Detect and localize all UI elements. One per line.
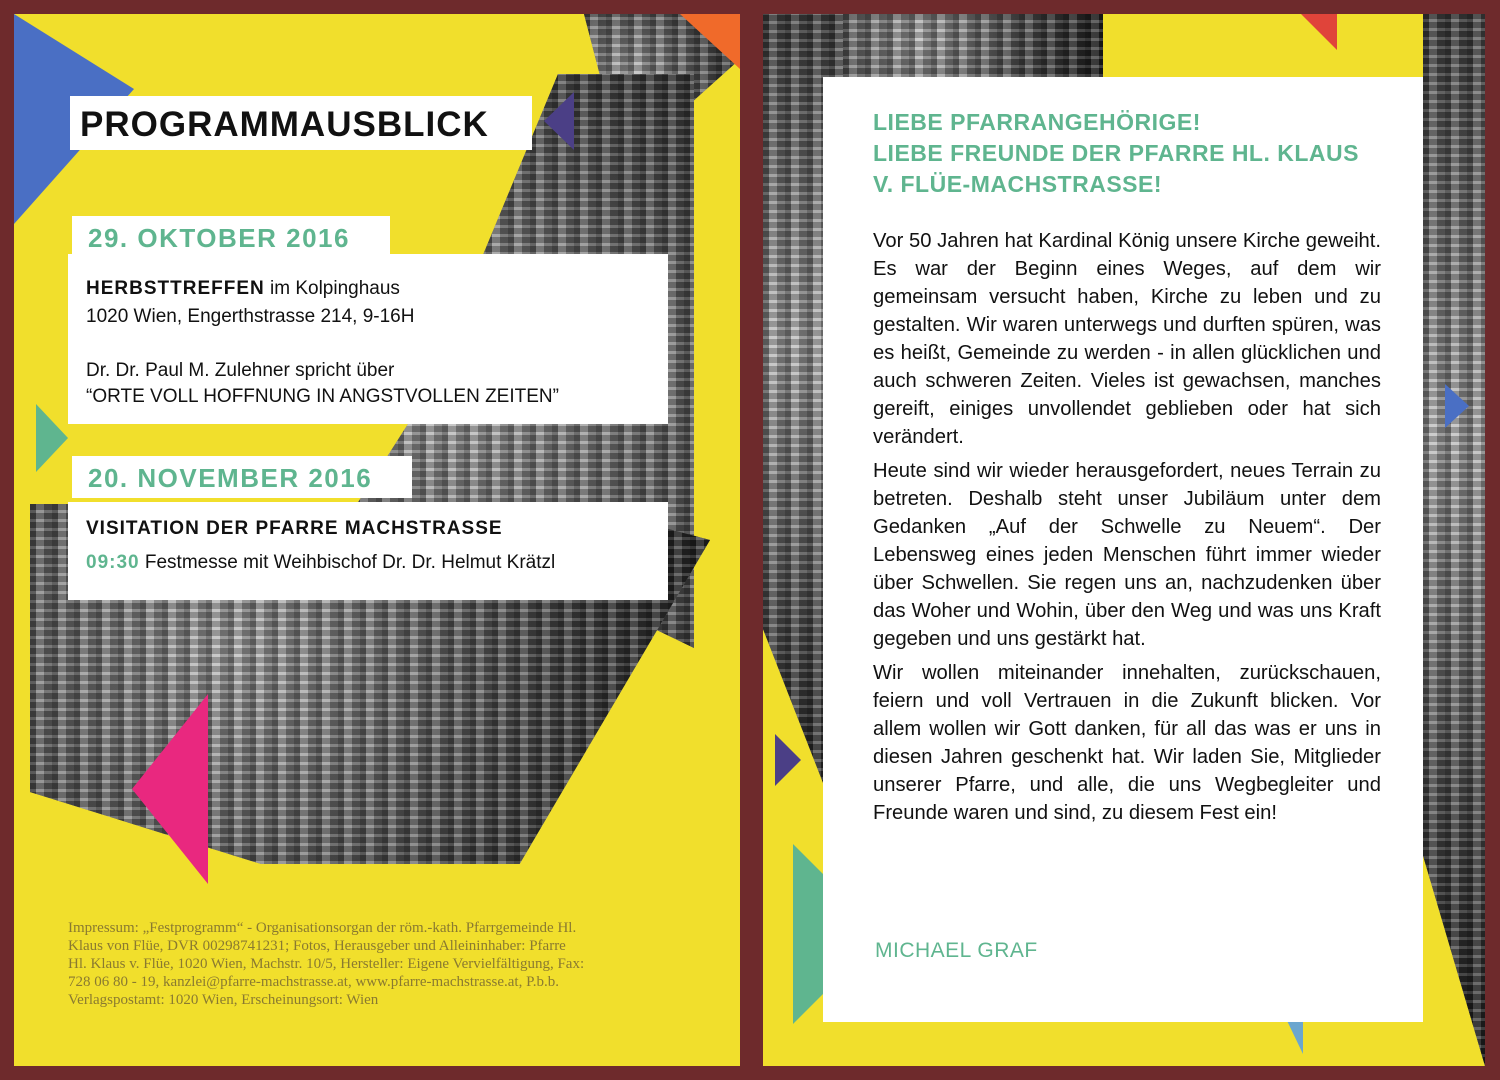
page-title: PROGRAMMAUSBLICK [80, 105, 489, 144]
imprint-line: Hl. Klaus v. Flüe, 1020 Wien, Machstr. 10/5, Hersteller: Eigene Vervielfältigung, Fax: [68, 956, 585, 972]
event1-date: 29. OKTOBER 2016 [88, 223, 350, 253]
letter-panel [823, 77, 1423, 1022]
event1-box [68, 254, 668, 424]
event1-title-line [86, 278, 400, 300]
purple-triangle-shape [544, 92, 580, 152]
imprint [68, 919, 702, 1009]
magenta-triangle-shape [132, 694, 212, 889]
letter-paragraph: Vor 50 Jahren hat Kardinal König unsere Kirche geweiht. Es war der Beginn eines Weges, auf dem wir gemeinsam versucht haben, Kirche zu leben und zu gestalten. Wir waren unterwegs und durften spüren, was es heißt, Gemeinde zu werden - in allen glücklichen und auch schweren Zeiten. Vieles ist gewachsen, manches gereift, einiges unvollendet geblieben oder hat sich verändert. [873, 230, 1381, 448]
right-page [763, 14, 1485, 1066]
purple-triangle-shape [775, 734, 805, 794]
letter-paragraph: Wir wollen miteinander innehalten, zurückschauen, feiern und voll Vertrauen in die Zukunft blicken. Vor allem wollen wir Gott danken, für all das was er uns in diesen Jahren geschenkt hat. Wir laden Sie, Mitglieder unserer Pfarre, und alle, die uns Wegbegleiter und Freunde waren und sind, zu diesem Fest ein! [873, 662, 1381, 824]
event1-date-box [72, 216, 390, 258]
event1-location: im Kolpinghaus [264, 278, 400, 299]
letter-body [873, 227, 1381, 833]
greeting-line: LIEBE FREUNDE DER PFARRE HL. KLAUS [873, 140, 1359, 166]
imprint-line: Impressum: „Festprogramm“ - Organisationsorgan der röm.-kath. Pfarrgemeinde Hl. [68, 920, 577, 936]
letter-paragraph: Heute sind wir wieder herausgefordert, neues Terrain zu betreten. Deshalb steht unser Jubiläum unter dem Gedanken „Auf der Schwelle zu Neuem“. Der Lebensweg eines jeden Menschen führt immer wieder über Schwellen. Sie regen uns an, nachzudenken über das Woher und Wohin, über den Weg und was uns Kraft gegeben und uns gestärkt hat. [873, 460, 1381, 650]
greeting-line: LIEBE PFARRANGEHÖRIGE! [873, 109, 1201, 135]
collage-photo-right [1423, 14, 1485, 1066]
left-page [14, 14, 740, 1066]
imprint-line: Klaus von Flüe, DVR 00298741231; Fotos, Herausgeber und Alleininhaber: Pfarre [68, 938, 566, 954]
collage-photo-top [843, 14, 1103, 77]
event1-talk-title: “ORTE VOLL HOFFNUNG IN ANGSTVOLLEN ZEITEN” [86, 386, 559, 407]
orange-triangle-shape [680, 14, 740, 74]
event2-date: 20. NOVEMBER 2016 [88, 463, 373, 493]
event2-description: Festmesse mit Weihbischof Dr. Dr. Helmut Krätzl [139, 552, 556, 573]
event2-date-box [72, 456, 412, 498]
imprint-line: Verlagspostamt: 1020 Wien, Erscheinungsort: Wien [68, 992, 379, 1008]
event2-box [68, 502, 668, 600]
event1-name: HERBSTTREFFEN [86, 278, 265, 299]
signature: MICHAEL GRAF [875, 939, 1038, 962]
event1-address: 1020 Wien, Engerthstrasse 214, 9-16H [86, 306, 415, 327]
blue-triangle-shape [1445, 384, 1475, 434]
greeting [873, 107, 1359, 200]
imprint-line: 728 06 80 - 19, kanzlei@pfarre-machstrasse.at, www.pfarre-machstrasse.at, P.b.b. [68, 974, 560, 990]
event1-speaker: Dr. Dr. Paul M. Zulehner spricht über [86, 360, 395, 381]
red-triangle-shape [1301, 14, 1341, 54]
event2-line [86, 552, 555, 574]
event2-time: 09:30 [86, 552, 140, 573]
title-box [70, 96, 532, 150]
greeting-line: V. FLÜE-MACHSTRASSE! [873, 171, 1162, 197]
event2-heading: VISITATION DER PFARRE MACHSTRASSE [86, 518, 503, 539]
